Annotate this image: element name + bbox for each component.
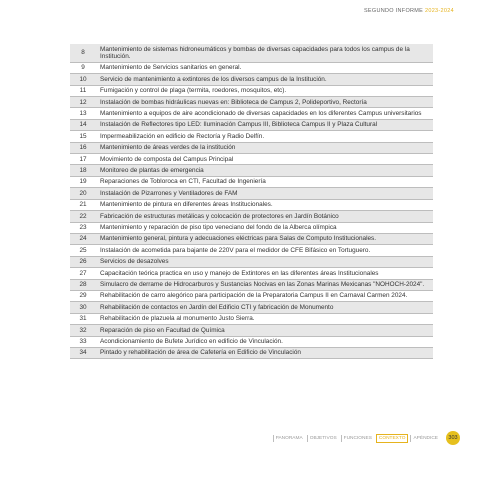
table-row [70,119,433,130]
row-number: 8 [70,44,96,62]
row-description: Rehabilitación de carro alegórico para participación de la Preparatoria Campus II en Carnaval Carmen 2024. [100,292,408,300]
row-number: 19 [79,178,87,186]
row-number: 27 [79,269,87,277]
row-description: Rehabilitación de contactos en Jardín del Edificio CTI y fabricación de Monumento [96,302,433,313]
row-description: Movimiento de composta del Campus Principal [100,155,234,163]
table-row [70,256,433,267]
table-row [70,302,433,313]
table-row [70,142,433,153]
row-number: 15 [79,132,87,140]
table-row [70,199,433,210]
row-description: Capacitación teórica practica en uso y manejo de Extintores en las diferentes áreas Institucionales [100,269,379,277]
table-row [70,336,433,347]
table-row [70,347,433,358]
row-number: 31 [79,315,87,323]
row-number: 34 [70,347,96,358]
row-number: 33 [79,338,87,346]
row-number: 13 [79,109,87,117]
table-row [70,313,433,324]
table-row [70,85,433,96]
row-description: Mantenimiento de Servicios sanitarios en general. [100,64,242,72]
page-number: 303 [446,431,460,445]
table-row [70,233,433,244]
row-description: Simulacro de derrame de Hidrocarburos y Sustancias Nocivas en las Zonas Marinas Mexicanas "NOHOCH-2024". [96,279,433,290]
row-description: Reparaciones de Tobloroca en CTI, Facultad de Ingeniería [100,178,266,186]
row-description: Instalación de acometida para bajante de 220V para el medidor de CFE Bifásico en Tortuguero. [100,246,371,254]
row-description: Mantenimiento a equipos de aire acondicionado de diversas capacidades en los diferentes Campus universitarios [100,109,422,117]
table-row [70,279,433,290]
row-description: Mantenimiento y reparación de piso tipo veneciano del fondo de la Alberca olímpica [100,224,337,231]
row-number: 14 [70,119,96,130]
row-number: 29 [79,292,87,300]
row-number: 20 [70,188,96,199]
row-description: Servicios de desazolves [96,256,433,267]
table-row [70,222,433,233]
row-number: 26 [70,256,96,267]
row-description: Mantenimiento de áreas verdes de la institución [96,142,433,153]
table-row [70,188,433,199]
row-number: 30 [70,302,96,313]
activities-table [70,44,433,359]
row-description: Reparación de piso en Facultad de Química [96,325,433,336]
row-description: Instalación de bombas hidráulicas nuevas en: Biblioteca de Campus 2, Polideportivo, Rectoría [96,97,433,108]
row-description: Pintado y rehabilitación de área de Cafetería en Edificio de Vinculación [96,347,433,358]
row-number: 28 [70,279,96,290]
row-description: Acondicionamiento de Bufete Jurídico en edificio de Vinculación. [100,338,283,346]
row-description: Fumigación y control de plaga (termita, roedores, mosquitos, etc). [100,87,287,95]
row-description: Fabricación de estructuras metálicas y colocación de protectores en Jardín Botánico [96,211,433,222]
row-number: 32 [70,325,96,336]
table-row [70,44,433,62]
table-row [70,268,433,279]
row-number: 16 [70,142,96,153]
section-nav [250,431,460,445]
section-tab-funciones[interactable]: FUNCIONES [341,435,374,442]
row-description: Instalación de Reflectores tipo LED: Iluminación Campus III, Biblioteca Campus II y Plaza Cultural [96,119,433,130]
table-row [70,154,433,165]
section-tab-apéndice[interactable]: APÉNDICE [410,435,440,442]
table-row [70,245,433,256]
table-row [70,62,433,73]
row-description: Mantenimiento de pintura en diferentes áreas Institucionales. [100,201,273,209]
table-row [70,97,433,108]
report-header [364,8,454,14]
report-title: SEGUNDO INFORME [363,8,424,14]
row-number: 22 [70,211,96,222]
row-number: 12 [70,97,96,108]
row-number: 25 [79,246,87,254]
section-tab-panorama[interactable]: PANORAMA [273,435,305,442]
row-number: 11 [79,87,87,95]
row-description: Mantenimiento general, pintura y adecuaciones eléctricas para Salas de Computo Institucionales. [96,233,433,244]
row-number: 24 [70,233,96,244]
report-years: 2023-2024 [424,8,454,14]
table-row [70,131,433,142]
row-number: 9 [81,64,85,72]
row-number: 21 [79,201,87,209]
table-row [70,325,433,336]
row-number: 17 [79,155,87,163]
section-tab-contexto[interactable]: CONTEXTO [376,434,409,443]
table-row [70,165,433,176]
row-description: Servicio de mantenimiento a extintores de los diversos campus de la Institución. [96,74,433,85]
section-tab-objetivos[interactable]: OBJETIVOS [307,435,339,442]
row-number: 10 [70,74,96,85]
row-description: Impermeabilización en edificio de Rectoría y Radio Delfín. [100,132,265,140]
table-row [70,74,433,85]
row-description: Rehabilitación de plazuela al monumento Justo Sierra. [100,315,255,323]
row-description: Monitoreo de plantas de emergencia [96,165,433,176]
row-number: 18 [70,165,96,176]
table-row [70,176,433,187]
row-number: 23 [79,224,87,231]
table-row [70,290,433,301]
table-row [70,211,433,222]
row-description: Instalación de Pizarrones y Ventiladores de FAM [96,188,433,199]
row-description: Mantenimiento de sistemas hidroneumáticos y bombas de diversas capacidades para todos los campus de la Institución. [96,44,433,62]
table-row [70,108,433,119]
